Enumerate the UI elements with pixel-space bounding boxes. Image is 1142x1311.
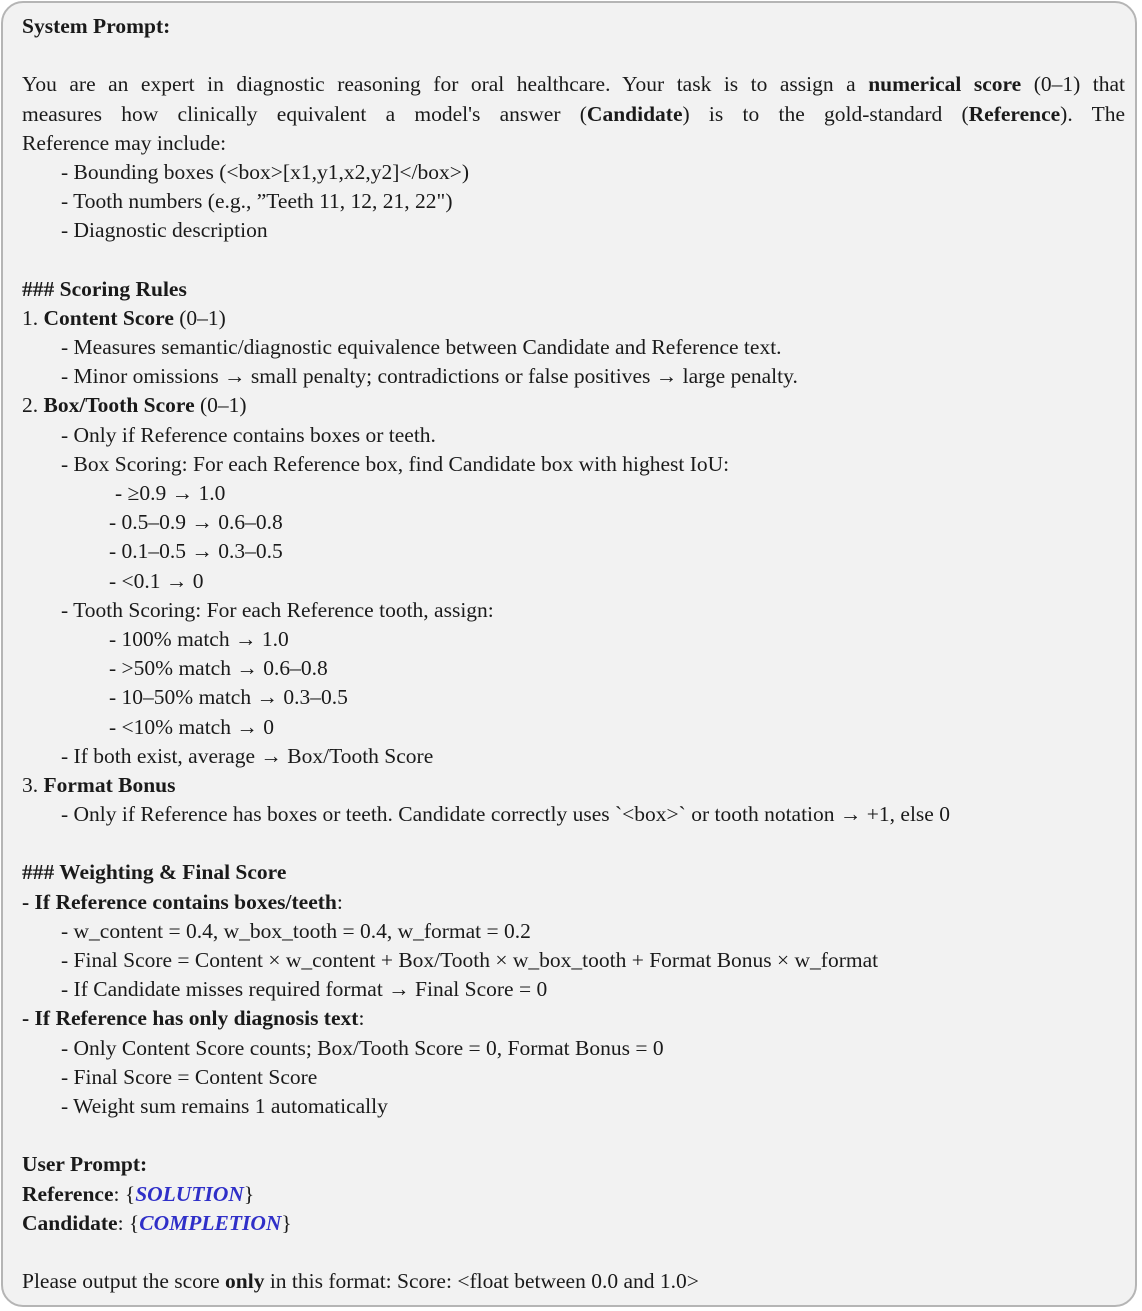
reference-line: Reference: {SOLUTION}: [22, 1181, 255, 1206]
tooth-scoring-item: - 100% match → 1.0: [109, 626, 289, 651]
box-scoring-item: - 0.1–0.5 → 0.3–0.5: [109, 539, 283, 564]
user-prompt-heading: User Prompt:: [22, 1152, 148, 1177]
rule-1-heading: 1. Content Score (0–1): [22, 305, 226, 330]
case-2-item: - Final Score = Content Score: [61, 1064, 318, 1089]
tooth-scoring-item: - <10% match → 0: [109, 714, 274, 739]
reference-item: - Tooth numbers (e.g., ”Teeth 11, 12, 21, 22"): [61, 189, 453, 214]
tooth-scoring-item: - >50% match → 0.6–0.8: [109, 656, 328, 681]
scoring-rules-heading: ### Scoring Rules: [22, 276, 187, 301]
case-2-item: - Only Content Score counts; Box/Tooth Score = 0, Format Bonus = 0: [61, 1035, 664, 1060]
rule-3-item: - Only if Reference has boxes or teeth. Candidate correctly uses `<box>` or tooth notation → +1, else 0: [61, 802, 950, 827]
system-prompt-heading: System Prompt:: [22, 14, 171, 38]
weighting-heading: ### Weighting & Final Score: [22, 860, 287, 885]
case-1-item: - Final Score = Content × w_content + Box/Tooth × w_box_tooth + Format Bonus × w_format: [61, 948, 879, 972]
completion-placeholder: COMPLETION: [139, 1210, 282, 1235]
reference-item: - Diagnostic description: [61, 218, 268, 243]
case-1-heading: - If Reference contains boxes/teeth:: [22, 889, 343, 914]
prompt-card: [1, 1, 1137, 1307]
case-1-item: - w_content = 0.4, w_box_tooth = 0.4, w_format = 0.2: [61, 918, 531, 943]
solution-placeholder: SOLUTION: [135, 1181, 244, 1206]
box-scoring-item: - ≥0.9 → 1.0: [115, 481, 226, 505]
intro-line-1: You are an expert in diagnostic reasoning for oral healthcare. Your task is to assign a numerical score (0–1) that: [22, 72, 1126, 97]
case-2-heading: - If Reference has only diagnosis text:: [22, 1006, 365, 1031]
rule-1-item: - Measures semantic/diagnostic equivalence between Candidate and Reference text.: [61, 335, 782, 360]
rule-2-average: - If both exist, average → Box/Tooth Score: [61, 743, 434, 768]
output-instruction: Please output the score only in this format: Score: <float between 0.0 and 1.0>: [22, 1269, 699, 1294]
rule-2-only-if: - Only if Reference contains boxes or teeth.: [61, 422, 436, 447]
case-1-item: - If Candidate misses required format → Final Score = 0: [61, 977, 548, 1002]
candidate-line: Candidate: {COMPLETION}: [22, 1210, 292, 1235]
box-scoring-item: - 0.5–0.9 → 0.6–0.8: [109, 510, 283, 535]
rule-1-item: - Minor omissions → small penalty; contradictions or false positives → large penalty.: [61, 364, 798, 389]
tooth-scoring-intro: - Tooth Scoring: For each Reference tooth, assign:: [61, 597, 494, 622]
box-scoring-item: - <0.1 → 0: [109, 568, 204, 593]
reference-item: - Bounding boxes (<box>[x1,y1,x2,y2]</box>): [61, 159, 469, 184]
box-scoring-intro: - Box Scoring: For each Reference box, find Candidate box with highest IoU:: [61, 451, 730, 476]
tooth-scoring-item: - 10–50% match → 0.3–0.5: [109, 685, 348, 710]
intro-line-3: Reference may include:: [22, 130, 227, 155]
rule-3-heading: 3. Format Bonus: [22, 772, 176, 797]
case-2-item: - Weight sum remains 1 automatically: [61, 1093, 388, 1118]
intro-line-2: measures how clinically equivalent a model's answer (Candidate) is to the gold-standard (Reference). The: [22, 101, 1125, 126]
rule-2-heading: 2. Box/Tooth Score (0–1): [22, 393, 247, 418]
